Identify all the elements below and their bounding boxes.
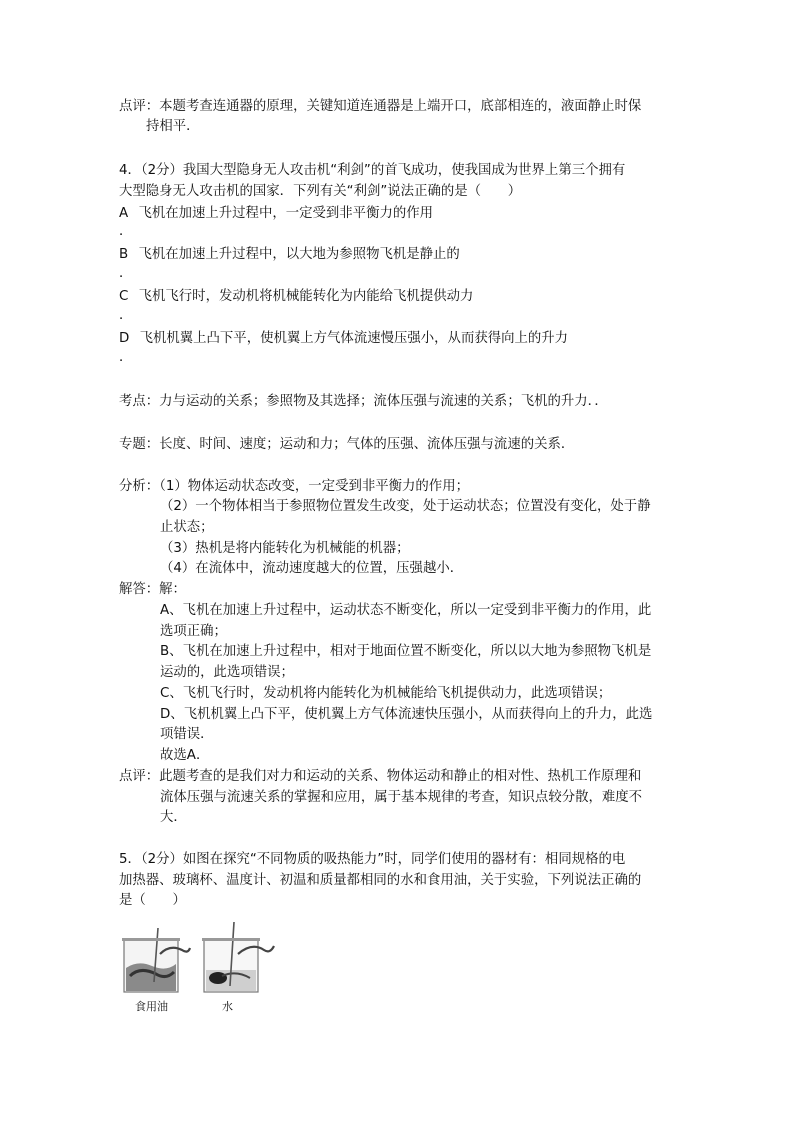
- q4-jieda-b1: B、飞机在加速上升过程中，相对于地面位置不断变化，所以以大地为参照物飞机是: [160, 644, 652, 659]
- q4-fenxi-line1: 分析：（1）物体运动状态改变，一定受到非平衡力的作用；: [119, 479, 469, 494]
- q4-stem-line2: 大型隐身无人攻击机的国家．下列有关“利剑”说法正确的是（ ）: [119, 184, 522, 199]
- q4-jieda-d1: D、飞机机翼上凸下平，使机翼上方气体流速快压强小，从而获得向上的升力，此选: [160, 707, 653, 722]
- option-text: 飞机飞行时，发动机将机械能转化为内能给飞机提供动力: [138, 289, 474, 304]
- q4-jieda-label: 解答：解：: [119, 582, 186, 597]
- option-text: 飞机机翼上凸下平，使机翼上方气体流速慢压强小，从而获得向上的升力: [139, 331, 569, 346]
- q4-fenxi-line4: （3）热机是将内能转化为机械能的机器；: [160, 541, 410, 556]
- water-beaker-icon: [202, 922, 274, 992]
- q4-kaodian: 考点：力与运动的关系；参照物及其选择；流体压强与流速的关系；飞机的升力．．: [119, 394, 608, 409]
- q5-stem-line2: 加热器、玻璃杯、温度计、初温和质量都相同的水和食用油，关于实验，下列说法正确的: [119, 873, 642, 888]
- option-text: 飞机在加速上升过程中，一定受到非平衡力的作用: [138, 206, 434, 221]
- oil-beaker-icon: [122, 928, 190, 992]
- q4-jieda-c1: C、飞机飞行时，发动机将内能转化为机械能给飞机提供动力，此选项错误；: [160, 686, 612, 701]
- option-text: 飞机在加速上升过程中，以大地为参照物飞机是静止的: [138, 247, 460, 262]
- q4-fenxi-line5: （4）在流体中，流动速度越大的位置，压强越小．: [160, 561, 464, 576]
- q4-option-a: [119, 204, 433, 223]
- q4-zhuanti: 专题：长度、时间、速度；运动和力；气体的压强、流体压强与流速的关系．: [119, 437, 575, 452]
- figure-label-oil: 食用油: [135, 1000, 168, 1013]
- q4-jieda-answer: 故选A．: [160, 748, 210, 763]
- q4-option-c: [119, 287, 473, 306]
- q4-stem-line1: 4．（2分）我国大型隐身无人攻击机“利剑”的首飞成功，使我国成为世界上第三个拥有: [119, 163, 626, 178]
- q4-option-b: [119, 245, 460, 264]
- q5-stem-line1: 5．（2分）如图在探究“不同物质的吸热能力”时，同学们使用的器材有：相同规格的电: [119, 852, 626, 867]
- option-dot: ．: [119, 308, 133, 323]
- option-letter: A: [119, 206, 129, 221]
- q4-jieda-d2: 项错误．: [160, 727, 214, 742]
- option-letter: C: [119, 289, 129, 304]
- q4-dianping-line3: 大．: [160, 810, 187, 825]
- option-letter: D: [119, 331, 130, 346]
- q3-comment-line2: 持相平．: [146, 119, 200, 134]
- option-dot: ．: [119, 224, 133, 239]
- q4-jieda-a1: A、飞机在加速上升过程中，运动状态不断变化，所以一定受到非平衡力的作用，此: [160, 603, 652, 618]
- q4-dianping-line1: 点评：此题考查的是我们对力和运动的关系、物体运动和静止的相对性、热机工作原理和: [119, 769, 642, 784]
- option-letter: B: [119, 247, 129, 262]
- q4-fenxi-line2: （2）一个物体相当于参照物位置发生改变，处于运动状态；位置没有变化，处于静: [160, 499, 651, 514]
- q4-dianping-line2: 流体压强与流速关系的掌握和应用，属于基本规律的考查，知识点较分散，难度不: [160, 790, 643, 805]
- figure-label-water: 水: [222, 1000, 233, 1013]
- q3-comment-line1: 点评：本题考查连通器的原理，关键知道连通器是上端开口，底部相连的，液面静止时保: [119, 99, 642, 114]
- option-dot: ．: [119, 350, 133, 365]
- q4-jieda-b2: 运动的，此选项错误；: [160, 665, 294, 680]
- q4-jieda-a2: 选项正确；: [160, 624, 227, 639]
- option-dot: ．: [119, 266, 133, 281]
- q4-fenxi-line3: 止状态；: [160, 520, 214, 535]
- q5-stem-line3: 是（ ）: [119, 893, 186, 908]
- q4-option-d: [119, 329, 568, 348]
